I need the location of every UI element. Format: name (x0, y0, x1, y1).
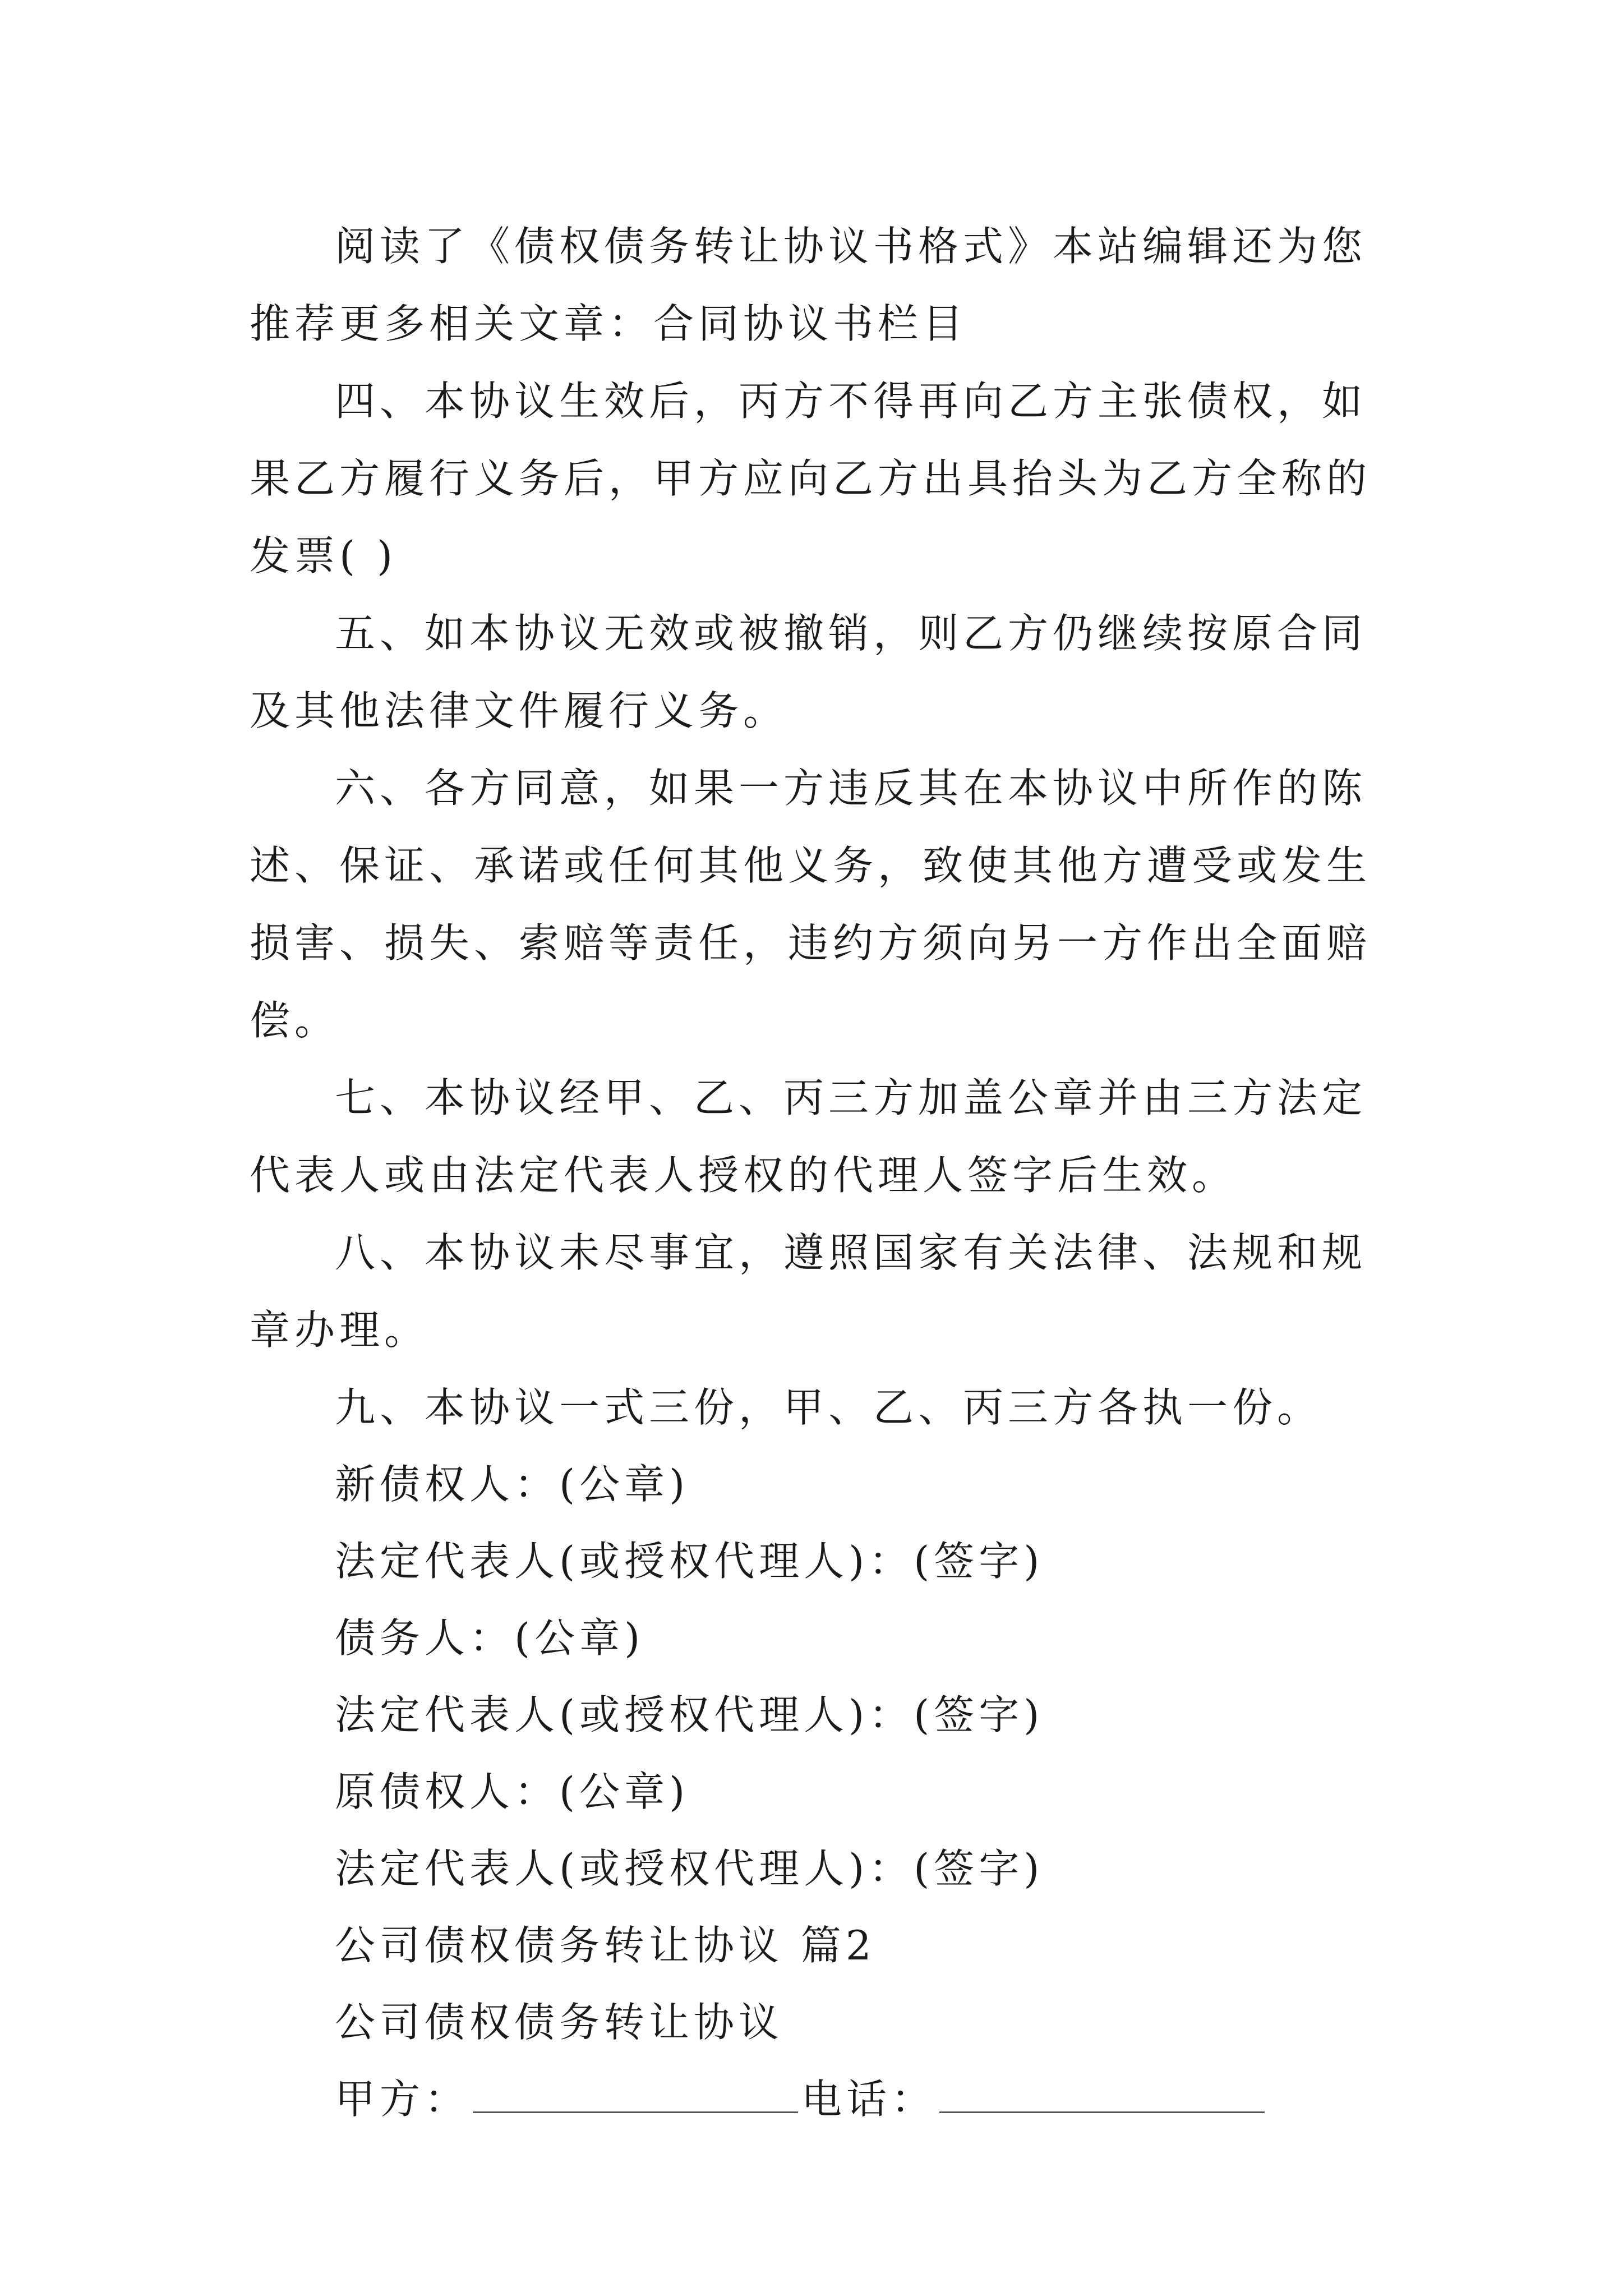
party-a-label: 甲方： (335, 2076, 470, 2123)
paragraph-related-articles: 阅读了《债权债务转让协议书格式》本站编辑还为您推荐更多相关文章：合同协议书栏目 (250, 223, 1367, 347)
phone-label: 电话： (801, 2076, 937, 2123)
signature-new-creditor: 新债权人：(公章) (335, 1461, 690, 1508)
signature-original-creditor: 原债权人：(公章) (335, 1768, 690, 1815)
paragraph-clause-4: 四、本协议生效后，丙方不得再向乙方主张债权，如果乙方履行义务后，甲方应向乙方出具抬头为乙方全称的发票( ) (250, 378, 1372, 579)
signature-representative-1: 法定代表人(或授权代理人)：(签字) (335, 1538, 1044, 1585)
paragraph-clause-5: 五、如本协议无效或被撤销，则乙方仍继续按原合同及其他法律文件履行义务。 (250, 610, 1367, 734)
section-title: 公司债权债务转让协议 篇2 (335, 1922, 876, 1969)
paragraph-clause-9: 九、本协议一式三份，甲、乙、丙三方各执一份。 (335, 1384, 1322, 1431)
paragraph-clause-6: 六、各方同意，如果一方违反其在本协议中所作的陈述、保证、承诺或任何其他义务，致使其他方遭受或发生损害、损失、索赔等责任，违约方须向另一方作出全面赔偿。 (250, 765, 1372, 1044)
document-title: 公司债权债务转让协议 (335, 1999, 784, 2046)
paragraph-clause-7: 七、本协议经甲、乙、丙三方加盖公章并由三方法定代表人或由法定代表人授权的代理人签字后生效。 (250, 1074, 1367, 1199)
paragraph-clause-8: 八、本协议未尽事宜，遵照国家有关法律、法规和规章办理。 (250, 1229, 1367, 1354)
party-a-blank[interactable] (473, 2078, 798, 2113)
signature-representative-3: 法定代表人(或授权代理人)：(签字) (335, 1845, 1044, 1892)
signature-debtor: 债务人：(公章) (335, 1614, 645, 1662)
signature-representative-2: 法定代表人(或授权代理人)：(签字) (335, 1691, 1044, 1738)
party-a-line (250, 2061, 1394, 2138)
phone-blank[interactable] (939, 2078, 1265, 2113)
document-page (250, 208, 1394, 2138)
